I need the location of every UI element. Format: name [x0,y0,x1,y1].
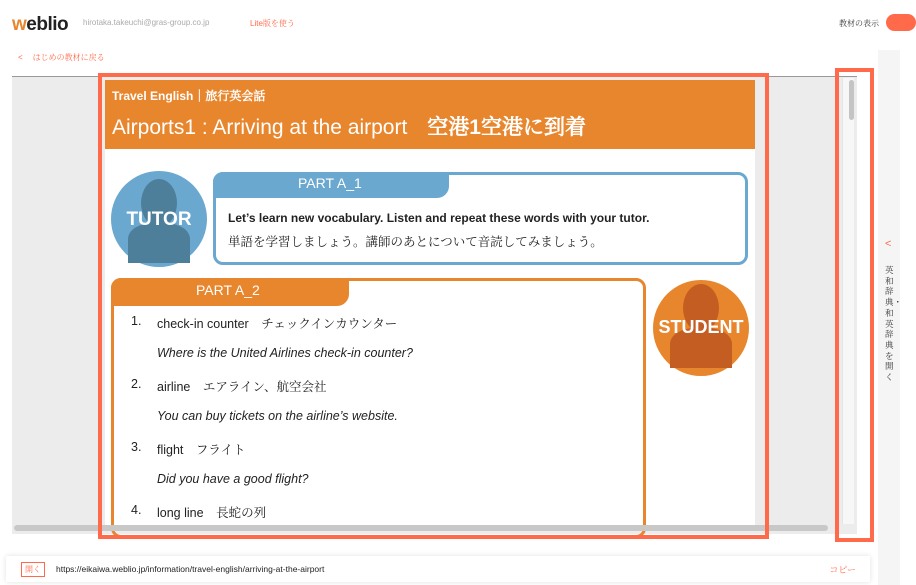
material-url[interactable]: https://eikaiwa.weblio.jp/information/travel-english/arriving-at-the-airport [56,564,325,574]
list-item: 2. airline エアライン、航空会社 [131,377,327,394]
weblio-logo[interactable]: weblio [12,14,69,35]
series-title: Travel English｜旅行英会話 [112,89,266,103]
list-item: 3. flight フライト [131,440,246,457]
example-sentence: Where is the United Airlines check-in counter? [157,345,413,360]
part-a1-label: PART A_1 [213,172,449,198]
list-item: 4. long line 長蛇の列 [131,503,267,520]
highlight-material-frame [98,73,769,539]
highlight-scrollbar [835,68,874,542]
student-avatar: STUDENT [653,280,749,376]
example-sentence: Did you have a good flight? [157,471,309,486]
list-item: 1. check-in counter チェックインカウンター [131,314,398,331]
view-material-label: 教材の表示 [839,19,879,28]
view-material-toggle[interactable] [886,14,916,31]
chevron-left-icon: < [18,53,23,62]
chevron-left-icon: < [885,238,892,250]
user-email: hirotaka.takeuchi@gras-group.co.jp [83,18,210,27]
lesson-title: Airports1 : Arriving at the airport 空港1空港に到着 [112,116,586,139]
url-bar [6,556,870,582]
example-sentence: You can buy tickets on the airline’s website. [157,408,398,423]
instruction-ja: 単語を学習しましょう。講師のあとについて音読してみましょう。 [228,235,603,249]
dictionary-sidebar-label: 英和辞典・和英辞典を開く [885,265,903,383]
instruction-en: Let’s learn new vocabulary. Listen and repeat these words with your tutor. [228,211,650,225]
copy-url-button[interactable]: コピー [829,565,856,575]
open-url-button[interactable]: 開く [21,562,45,577]
part-a2-label: PART A_2 [111,278,349,306]
dictionary-sidebar-toggle[interactable] [878,50,903,585]
back-to-first-material-link[interactable]: < はじめの教材に戻る [18,53,105,62]
lite-version-link[interactable]: Lite版を使う [250,19,295,28]
tutor-avatar: TUTOR [111,171,207,267]
